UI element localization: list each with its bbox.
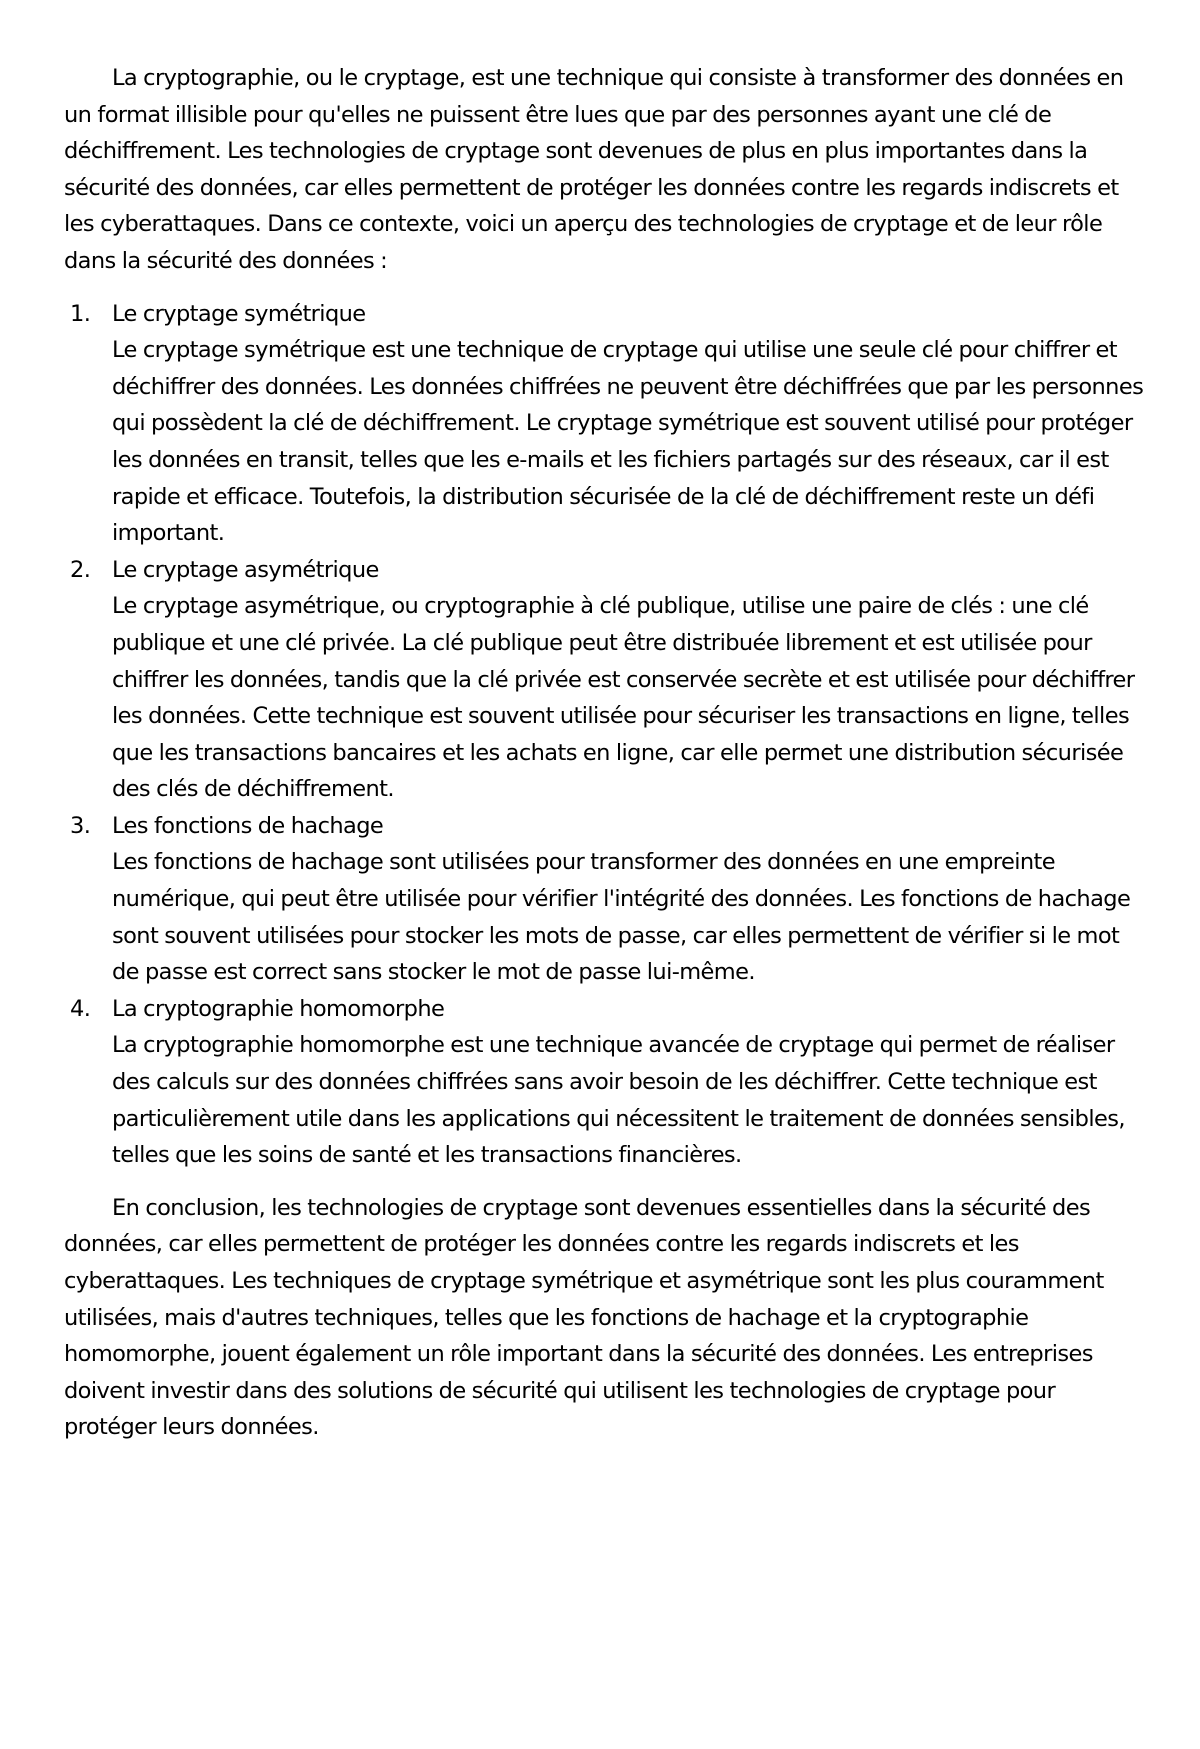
intro-paragraph: La cryptographie, ou le cryptage, est une technique qui consiste à transformer des données en un format illisible pour qu'elles ne puissent être lues que par des personnes ayant une clé de déchiffrement. Les technologies de cryptage sont devenues de plus en plus importantes dans la sécurité des données, car elles permettent de protéger les données contre les regards indiscrets et les cyberattaques. Dans ce contexte, voici un aperçu des technologies de cryptage et de leur rôle dans la sécurité des données : xyxy=(64,65,1124,274)
list-item xyxy=(64,991,1144,1174)
list-item-number: 1. xyxy=(70,300,91,327)
list-item-title: Le cryptage symétrique xyxy=(112,300,366,327)
document-page xyxy=(64,60,1144,1446)
list-item-number: 3. xyxy=(70,812,91,839)
list-item-title: Le cryptage asymétrique xyxy=(112,556,379,583)
conclusion-paragraph: En conclusion, les technologies de cryptage sont devenues essentielles dans la sécurité des données, car elles permettent de protéger les données contre les regards indiscrets et les cyberattaques. Les techniques de cryptage symétrique et asymétrique sont les plus couramment utilisées, mais d'autres techniques, telles que les fonctions de hachage et la cryptographie homomorphe, jouent également un rôle important dans la sécurité des données. Les entreprises doivent investir dans des solutions de sécurité qui utilisent les technologies de cryptage pour protéger leurs données. xyxy=(64,1194,1104,1441)
list-item-title: La cryptographie homomorphe xyxy=(112,995,445,1022)
list-item-number: 4. xyxy=(70,995,91,1022)
list-item-body: Le cryptage symétrique est une technique de cryptage qui utilise une seule clé pour chiffrer et déchiffrer des données. Les données chiffrées ne peuvent être déchiffrées que par les personnes qui possèdent la clé de déchiffrement. Le cryptage symétrique est souvent utilisé pour protéger les données en transit, telles que les e-mails et les fichiers partagés sur des réseaux, car il est rapide et efficace. Toutefois, la distribution sécurisée de la clé de déchiffrement reste un défi important. xyxy=(112,337,1144,547)
list-item-number: 2. xyxy=(70,556,91,583)
list-item-body: Le cryptage asymétrique, ou cryptographie à clé publique, utilise une paire de clés : une clé publique et une clé privée. La clé publique peut être distribuée librement et est utilisée pour chiffrer les données, tandis que la clé privée est conservée secrète et est utilisée pour déchiffrer les données. Cette technique est souvent utilisée pour sécuriser les transactions en ligne, telles que les transactions bancaires et les achats en ligne, car elle permet une distribution sécurisée des clés de déchiffrement. xyxy=(112,593,1135,803)
list-item-body: Les fonctions de hachage sont utilisées pour transformer des données en une empreinte numérique, qui peut être utilisée pour vérifier l'intégrité des données. Les fonctions de hachage sont souvent utilisées pour stocker les mots de passe, car elles permettent de vérifier si le mot de passe est correct sans stocker le mot de passe lui-même. xyxy=(112,849,1131,986)
list-item xyxy=(64,552,1144,808)
list-item-body: La cryptographie homomorphe est une technique avancée de cryptage qui permet de réaliser des calculs sur des données chiffrées sans avoir besoin de les déchiffrer. Cette technique est particulièrement utile dans les applications qui nécessitent le traitement de données sensibles, telles que les soins de santé et les transactions financières. xyxy=(112,1032,1125,1169)
technology-list xyxy=(64,296,1144,1174)
list-item-title: Les fonctions de hachage xyxy=(112,812,384,839)
list-item xyxy=(64,296,1144,552)
list-item xyxy=(64,808,1144,991)
